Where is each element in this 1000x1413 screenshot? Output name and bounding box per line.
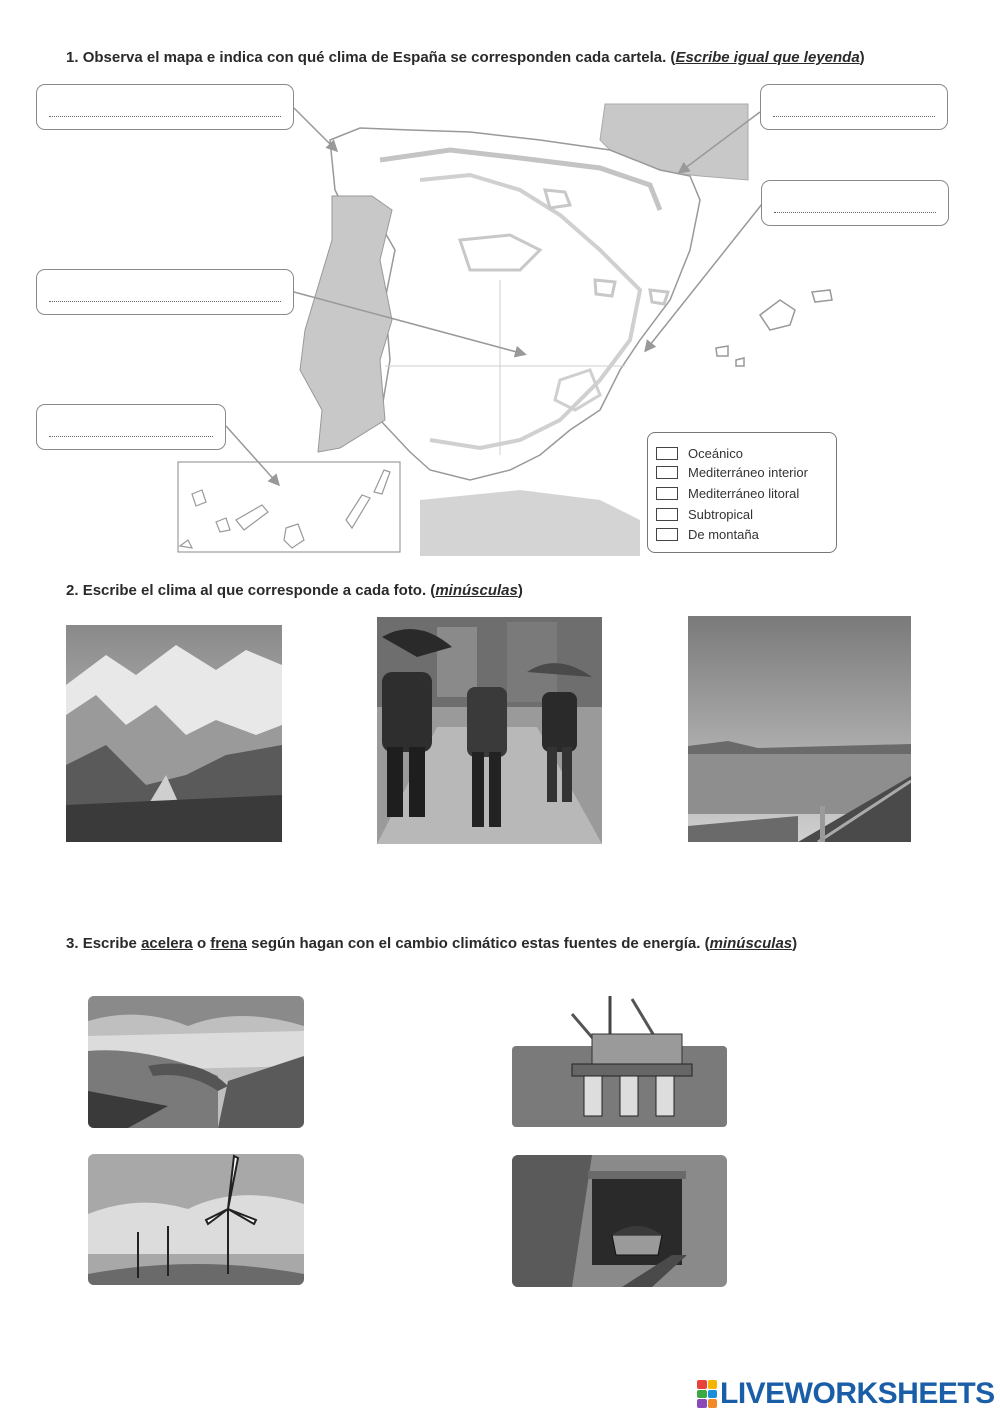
legend-item: Subtropical bbox=[656, 505, 753, 523]
question-1-hint: Escribe igual que leyenda bbox=[675, 49, 860, 66]
liveworksheets-logo bbox=[697, 1378, 995, 1410]
answer-box-2[interactable] bbox=[760, 84, 948, 130]
rain-street-photo bbox=[377, 617, 602, 844]
question-1-number: 1. bbox=[66, 49, 79, 66]
word-frena: frena bbox=[210, 935, 247, 952]
answer-box-4[interactable] bbox=[36, 269, 294, 315]
portugal-shape bbox=[300, 196, 392, 452]
legend-checkbox bbox=[656, 487, 678, 500]
brand-text: LIVEWORKSHEETS bbox=[720, 1377, 995, 1410]
legend-checkbox bbox=[656, 447, 678, 460]
question-1-text: Observa el mapa e indica con qué clima de España se corresponden cada cartela. ( bbox=[82, 49, 676, 66]
dam-illustration bbox=[88, 996, 304, 1128]
answer-box-3[interactable] bbox=[761, 180, 949, 226]
wind-turbines-illustration bbox=[88, 1154, 304, 1285]
word-acelera: acelera bbox=[141, 935, 193, 952]
mountain-photo bbox=[66, 625, 282, 842]
answer-box-5[interactable] bbox=[36, 404, 226, 450]
legend-checkbox bbox=[656, 508, 678, 521]
legend-checkbox bbox=[656, 466, 678, 479]
legend-item: Mediterráneo litoral bbox=[656, 484, 799, 502]
oil-platform-illustration bbox=[512, 994, 727, 1127]
arrow-1 bbox=[294, 108, 336, 150]
question-1: 1. Observa el mapa e indica con qué clima de España se corresponden cada cartela. (Escribe igual que leyenda) bbox=[66, 49, 865, 66]
question-2: 2. Escribe el clima al que corresponde a cada foto. (minúsculas) bbox=[66, 582, 523, 599]
coal-mine-illustration bbox=[512, 1155, 727, 1287]
coast-photo bbox=[688, 616, 911, 842]
question-2-text: Escribe el clima al que corresponde a cada foto. ( bbox=[82, 582, 436, 599]
question-2-hint: minúsculas bbox=[435, 582, 518, 599]
map-legend bbox=[647, 432, 837, 553]
legend-checkbox bbox=[656, 528, 678, 541]
question-3: 3. Escribe acelera o frena según hagan con el cambio climático estas fuentes de energía. (minúsculas) bbox=[66, 935, 798, 952]
logo-mark-icon bbox=[697, 1380, 717, 1408]
mallorca-shape bbox=[760, 300, 795, 330]
legend-item: Oceánico bbox=[656, 444, 743, 462]
answer-box-1[interactable] bbox=[36, 84, 294, 130]
legend-item: Mediterráneo interior bbox=[656, 463, 808, 481]
legend-item: De montaña bbox=[656, 525, 759, 543]
question-3-hint: minúsculas bbox=[709, 935, 793, 952]
